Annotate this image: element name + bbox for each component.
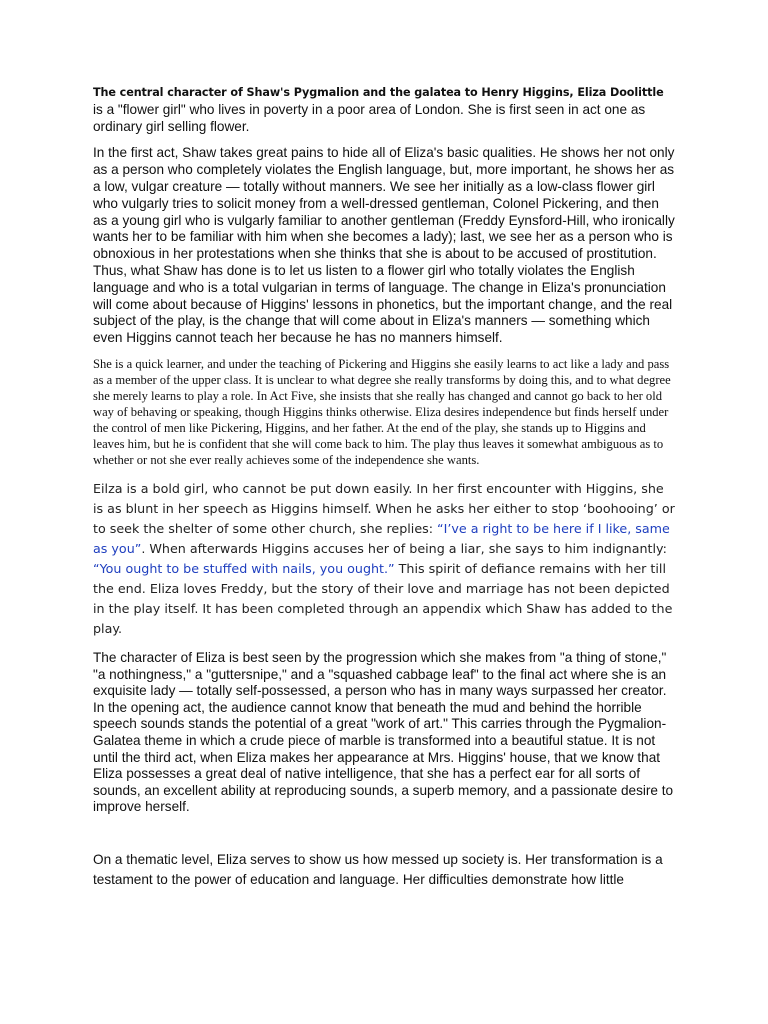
paragraph-progression: The character of Eliza is best seen by the progression which she makes from "a thing of stone," "a nothingness," a "guttersnipe," and a "squashed cabbage leaf" to the final act where she is an exquisite lady — totally self-possessed, a person who has in many ways surpassed her creator. In the opening act, the audience cannot know that beneath the mud and behind the horrible speech sounds stands the potential of a great "work of art." This carries through the Pygmalion-Galatea theme in which a crude piece of marble is transformed into a beautiful statue. It is not until the third act, when Eliza makes her appearance at Mrs. Higgins' house, that we know that Eliza possesses a great deal of native intelligence, that she has a perfect ear for all sorts of sounds, an excellent ability at reproducing sounds, a superb memory, and a passionate desire to improve herself.	[93, 649, 674, 815]
quote-stuffed-with-nails: “You ought to be stuffed with nails, you ought.”	[93, 560, 395, 576]
paragraph-quick-learner: She is a quick learner, and under the teaching of Pickering and Higgins she easily learns to act like a lady and pass as a member of the upper class. It is unclear to what degree she really transforms by doing this, and to what degree she merely learns to play a role. In Act Five, she insists that she really has changed and cannot go back to her old way of behaving or speaking, though Higgins thinks otherwise. Eliza desires independence but finds herself under the control of men like Pickering, Higgins, and her father. At the end of the play, she stands up to Higgins and leaves him, but he is confident that she will come back to him. The play thus leaves it somewhat ambiguous as to whether or not she ever really achieves some of the independence she wants.	[93, 356, 671, 467]
paragraph-intro	[93, 84, 675, 135]
document-page	[93, 84, 675, 890]
quote-right-to-be-here: “I’ve a right to be here if I like, same as you”	[93, 520, 670, 556]
paragraph-first-act: In the first act, Shaw takes great pains to hide all of Eliza's basic qualities. He shows her not only as a person who completely violates the English language, but, more important, he shows her as a low, vulgar creature — totally without manners. We see her initially as a low-class flower girl who vulgarly tries to solicit money from a well-dressed gentleman, Colonel Pickering, and then as a young girl who is vulgarly familiar to another gentleman (Freddy Eynsford-Hill, who ironically wants her to be familiar with him when she becomes a lady); last, we see her as a person who is obnoxious in her protestations when she thinks that she is about to be accused of prostitution. Thus, what Shaw has done is to let us listen to a flower girl who totally violates the English language and who is a total vulgarian in terms of language. The change in Eliza's pronunciation will come about because of Higgins' lessons in phonetics, but the important change, and the real subject of the play, is the change that will come about in Eliza's manners — something which even Higgins cannot teach her because he has no manners himself.	[93, 145, 675, 346]
bold-girl-text-1: Eilza is a bold girl, who cannot be put down easily. In her first encounter with Higgins, she is as blunt in her speech as Higgins himself. When he asks her either to stop ‘boohooing’ or to seek the shelter of some other church, she replies:	[93, 480, 675, 536]
paragraph-bold-girl	[93, 479, 675, 639]
bold-girl-text-2: . When afterwards Higgins accuses her of being a liar, she says to him indignantly:	[141, 540, 667, 556]
paragraph-thematic-level: On a thematic level, Eliza serves to show us how messed up society is. Her transformation is a testament to the power of education and language. Her difficulties demonstrate how little	[93, 851, 663, 888]
bold-girl-text-3: This spirit of defiance remains with her till the end. Eliza loves Freddy, but the story of their love and marriage has not been depicted in the play itself. It has been completed through an appendix which Shaw has added to the play.	[93, 560, 673, 636]
intro-lead-bold: The central character of Shaw's Pygmalion and the galatea to Henry Higgins, Eliza Doolittle	[93, 86, 664, 99]
intro-rest: is a "flower girl" who lives in poverty in a poor area of London. She is first seen in act one as ordinary girl selling flower.	[93, 101, 646, 134]
